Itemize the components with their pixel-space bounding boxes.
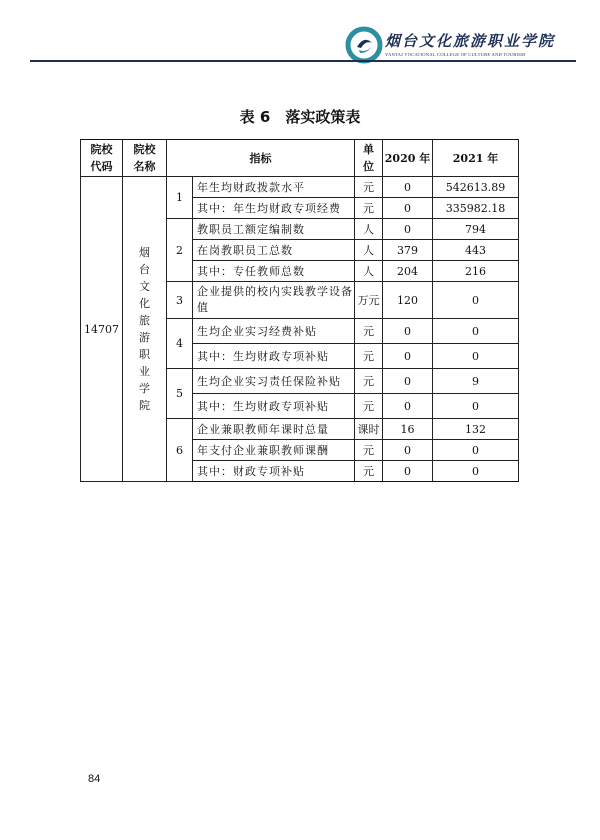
unit-cell: 课时 — [355, 419, 383, 440]
college-emblem-icon — [345, 26, 383, 64]
indicator-cell: 年生均财政拨款水平 — [193, 177, 355, 198]
group-number: 5 — [167, 369, 193, 419]
header-school-name: 院校名称 — [133, 143, 156, 173]
value-2021-cell: 542613.89 — [433, 177, 519, 198]
school-name-cell: 烟台文化旅游职业学院 — [139, 246, 150, 412]
header-unit: 单位 — [363, 143, 374, 173]
header-row — [81, 140, 519, 177]
indicator-cell: 教职员工额定编制数 — [193, 219, 355, 240]
indicator-cell: 生均企业实习责任保险补贴 — [193, 369, 355, 394]
value-2021-cell: 0 — [433, 394, 519, 419]
unit-cell: 人 — [355, 261, 383, 282]
school-code-cell: 14707 — [81, 177, 123, 482]
unit-cell: 元 — [355, 198, 383, 219]
group-number: 3 — [167, 282, 193, 319]
value-2021-cell: 0 — [433, 319, 519, 344]
unit-cell: 元 — [355, 394, 383, 419]
table-title: 表 6 落实政策表 — [239, 108, 361, 126]
value-2020-cell: 379 — [383, 240, 433, 261]
value-2020-cell: 0 — [383, 219, 433, 240]
indicator-cell: 年支付企业兼职教师课酬 — [193, 440, 355, 461]
value-2021-cell: 132 — [433, 419, 519, 440]
value-2020-cell: 0 — [383, 177, 433, 198]
unit-cell: 元 — [355, 177, 383, 198]
header-2020: 2020 年 — [383, 140, 433, 177]
table-row — [81, 177, 519, 198]
value-2020-cell: 0 — [383, 344, 433, 369]
value-2020-cell: 0 — [383, 198, 433, 219]
header-indicator: 指标 — [167, 140, 355, 177]
unit-cell: 元 — [355, 369, 383, 394]
group-number: 6 — [167, 419, 193, 482]
value-2021-cell: 794 — [433, 219, 519, 240]
indicator-cell: 其中：生均财政专项补贴 — [193, 344, 355, 369]
policy-table — [80, 139, 519, 482]
group-number: 2 — [167, 219, 193, 282]
indicator-cell: 在岗教职员工总数 — [193, 240, 355, 261]
header-school-code: 院校代码 — [90, 143, 113, 173]
value-2020-cell: 120 — [383, 282, 433, 319]
page-number: 84 — [88, 773, 101, 785]
indicator-cell: 其中：财政专项补贴 — [193, 461, 355, 482]
value-2021-cell: 0 — [433, 344, 519, 369]
unit-cell: 元 — [355, 461, 383, 482]
unit-cell: 人 — [355, 240, 383, 261]
value-2021-cell: 0 — [433, 282, 519, 319]
college-name-cn: 烟台文化旅游职业学院 — [385, 32, 556, 50]
value-2020-cell: 0 — [383, 369, 433, 394]
value-2021-cell: 335982.18 — [433, 198, 519, 219]
unit-cell: 人 — [355, 219, 383, 240]
indicator-cell: 其中：生均财政专项补贴 — [193, 394, 355, 419]
unit-cell: 万元 — [355, 282, 383, 319]
value-2021-cell: 0 — [433, 461, 519, 482]
group-number: 4 — [167, 319, 193, 369]
unit-cell: 元 — [355, 440, 383, 461]
value-2020-cell: 0 — [383, 394, 433, 419]
indicator-cell: 企业兼职教师年课时总量 — [193, 419, 355, 440]
indicator-cell: 其中：专任教师总数 — [193, 261, 355, 282]
indicator-cell: 其中：年生均财政专项经费 — [193, 198, 355, 219]
value-2021-cell: 9 — [433, 369, 519, 394]
value-2020-cell: 16 — [383, 419, 433, 440]
unit-cell: 元 — [355, 319, 383, 344]
indicator-cell: 生均企业实习经费补贴 — [193, 319, 355, 344]
value-2021-cell: 0 — [433, 440, 519, 461]
value-2020-cell: 0 — [383, 319, 433, 344]
value-2020-cell: 0 — [383, 461, 433, 482]
value-2021-cell: 443 — [433, 240, 519, 261]
college-name-en: YANTAI VOCATIONAL COLLEGE OF CULTURE AND TOURISM — [385, 52, 526, 57]
group-number: 1 — [167, 177, 193, 219]
value-2020-cell: 0 — [383, 440, 433, 461]
header-rule — [30, 60, 576, 62]
indicator-cell: 企业提供的校内实践教学设备值 — [193, 282, 355, 319]
unit-cell: 元 — [355, 344, 383, 369]
value-2020-cell: 204 — [383, 261, 433, 282]
value-2021-cell: 216 — [433, 261, 519, 282]
header-2021: 2021 年 — [433, 140, 519, 177]
